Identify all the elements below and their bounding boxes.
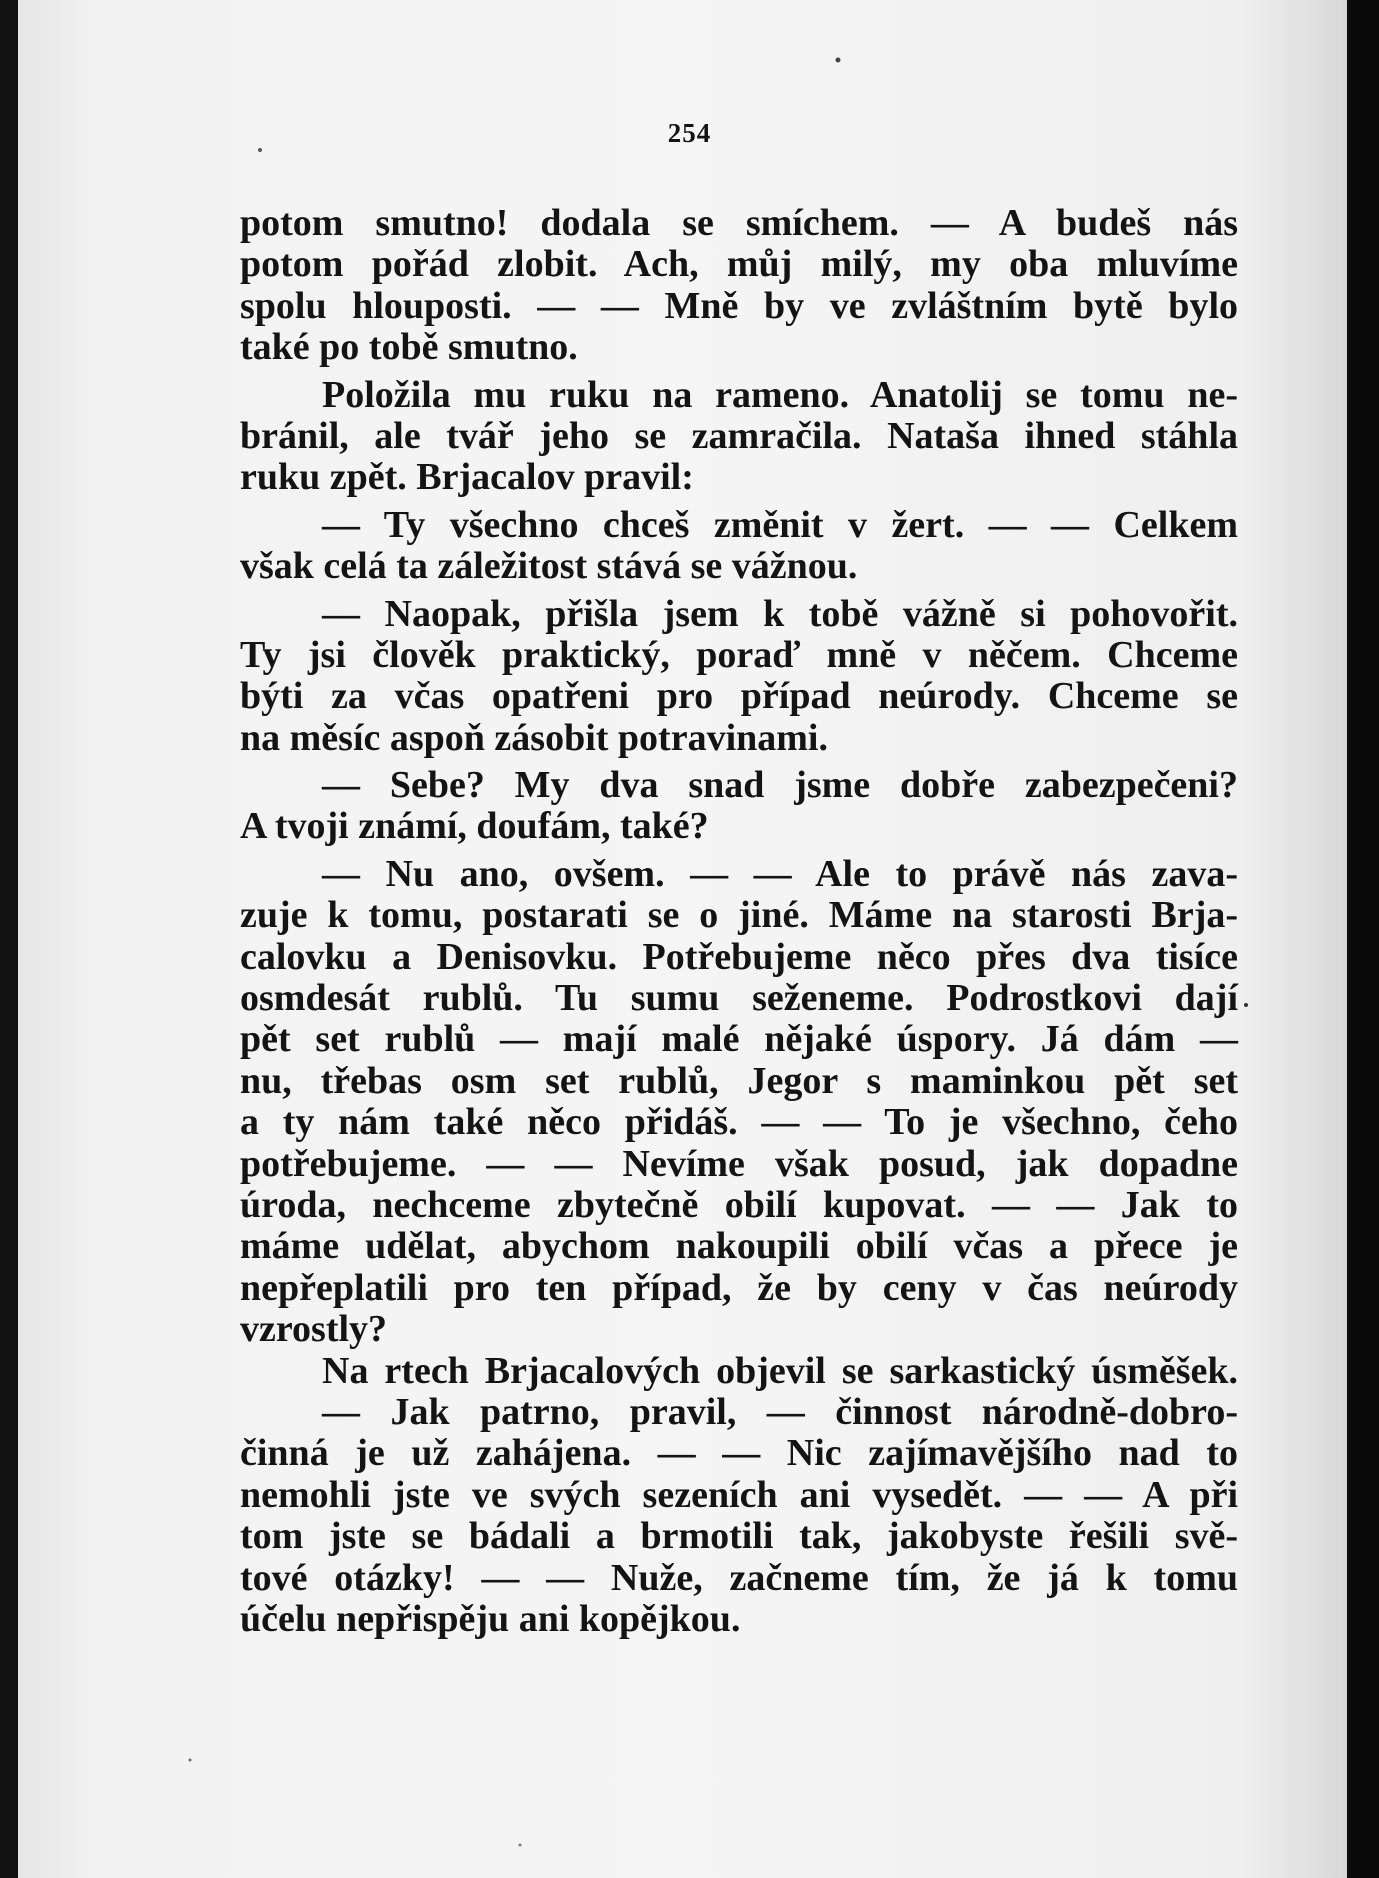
text-line: nu, třebas osm set rublů, Jegor s maminkou pět set	[240, 1059, 1238, 1102]
text-line: Ty jsi člověk praktický, poraď mně v něčem. Chceme	[240, 633, 1238, 676]
paragraph	[240, 765, 1238, 848]
text-line: potom pořád zlobit. Ach, můj milý, my oba mluvíme	[240, 243, 1238, 286]
text-line: — Sebe? My dva snad jsme dobře zabezpečeni?	[322, 764, 1238, 807]
text-line: — Nu ano, ovšem. — — Ale to právě nás zava-	[322, 852, 1238, 895]
text-line: — Ty všechno chceš změnit v žert. — — Celkem	[322, 503, 1238, 546]
text-line: úroda, nechceme zbytečně obilí kupovat. — — Jak to	[240, 1183, 1238, 1226]
text-line: účelu nepřispěju ani kopějkou.	[240, 1597, 741, 1640]
text-line: Na rtech Brjacalových objevil se sarkastický úsměšek.	[322, 1349, 1238, 1392]
text-line: také po tobě smutno.	[240, 326, 578, 369]
text-line: pět set rublů — mají malé nějaké úspory. Já dám —	[240, 1018, 1238, 1061]
text-line: bránil, ale tvář jeho se zamračila. Nataša ihned stáhla	[240, 414, 1238, 457]
text-line: osmdesát rublů. Tu sumu seženeme. Podrostkovi dají	[240, 977, 1238, 1020]
page-number: 254	[667, 118, 712, 148]
text-line: činná je už zahájena. — — Nic zajímavějšího nad to	[240, 1432, 1238, 1475]
paragraph	[240, 203, 1238, 369]
text-line: Položila mu ruku na rameno. Anatolij se tomu ne-	[322, 373, 1238, 416]
text-line: nepřeplatili pro ten případ, že by ceny v čas neúrody	[240, 1266, 1238, 1309]
text-line: vzrostly?	[240, 1308, 388, 1351]
text-line: tové otázky! — — Nuže, začneme tím, že já k tomu	[240, 1556, 1238, 1599]
text-line: však celá ta záležitost stává se vážnou.	[240, 545, 858, 588]
paragraph	[240, 854, 1238, 1351]
text-line: A tvoji známí, doufám, také?	[240, 805, 709, 848]
text-line: býti za včas opatřeni pro případ neúrody. Chceme se	[240, 675, 1238, 718]
text-line: calovku a Denisovku. Potřebujeme něco přes dva tisíce	[240, 935, 1238, 978]
paragraph	[240, 505, 1238, 588]
text-line: spolu hlouposti. — — Mně by ve zvláštním bytě bylo	[240, 284, 1238, 327]
text-line: nemohli jste ve svých sezeních ani vysedět. — — A při	[240, 1473, 1238, 1516]
paragraph	[240, 375, 1238, 499]
text-line: a ty nám také něco přidáš. — — To je všechno, čeho	[240, 1101, 1238, 1144]
text-line: — Jak patrno, pravil, — činnost národně-dobro-	[322, 1390, 1238, 1433]
text-line: na měsíc aspoň zásobit potravinami.	[240, 716, 828, 759]
text-line: potom smutno! dodala se smíchem. — A budeš nás	[240, 202, 1238, 244]
text-line: — Naopak, přišla jsem k tobě vážně si pohovořit.	[322, 592, 1238, 635]
body-text	[240, 203, 1238, 1640]
text-line: zuje k tomu, postarati se o jiné. Máme na starosti Brja-	[240, 894, 1238, 937]
text-line: tom jste se bádali a brmotili tak, jakobyste řešili svě-	[240, 1515, 1238, 1558]
paragraph	[240, 594, 1238, 760]
text-line: ruku zpět. Brjacalov pravil:	[240, 456, 694, 499]
text-line: máme udělat, abychom nakoupili obilí včas a přece je	[240, 1225, 1238, 1268]
paragraph	[240, 1351, 1238, 1392]
scan-border	[1347, 0, 1379, 1878]
text-line: potřebujeme. — — Nevíme však posud, jak dopadne	[240, 1142, 1238, 1185]
paragraph	[240, 1392, 1238, 1640]
